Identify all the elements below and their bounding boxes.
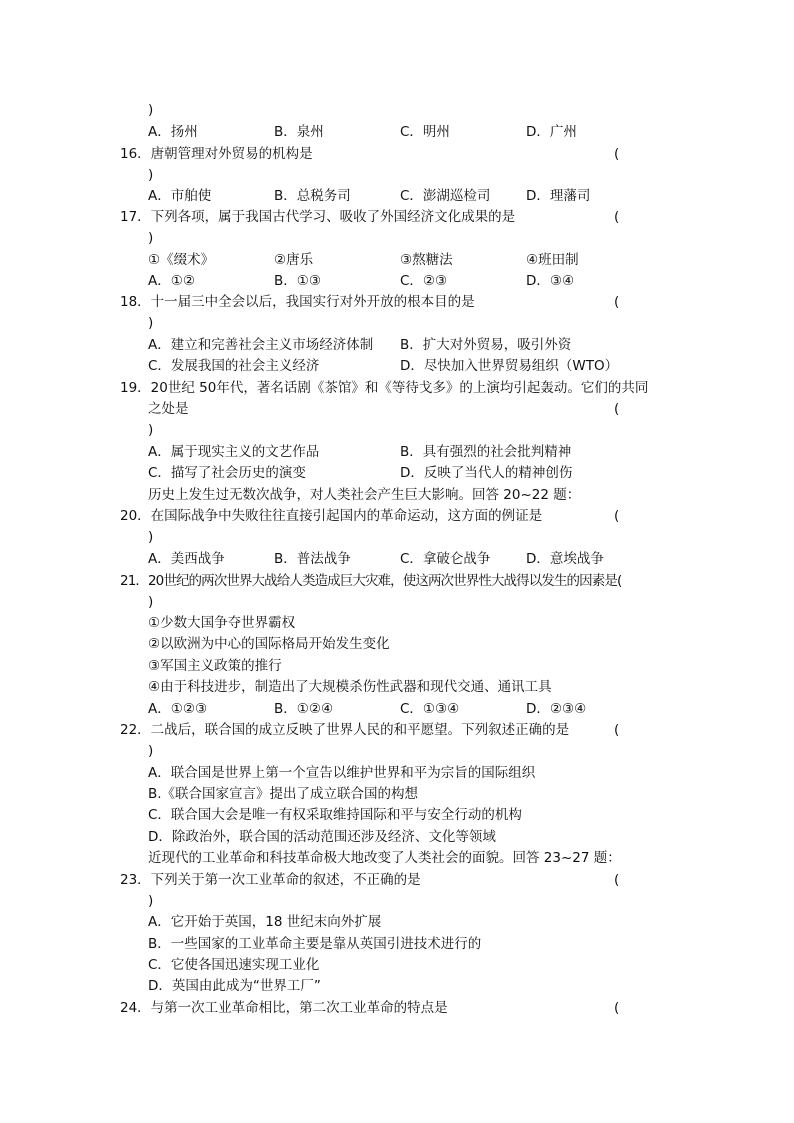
q18-option-c: C．发展我国的社会主义经济 [148,358,320,374]
section-intro-23-27: 近现代的工业革命和科技革命极大地改变了人类社会的面貌。回答 23~27 题： [148,850,621,866]
q21-item-3: ③军国主义政策的推行 [148,658,282,674]
q19-option-d: D．反映了当代人的精神创伤 [400,465,573,481]
q17-item-2: ②唐乐 [274,252,314,268]
q23-option-c: C．它使各国迅速实现工业化 [148,957,320,973]
q17-item-3: ③熬糖法 [400,252,453,268]
q17-paren-open: ( [614,209,620,225]
q19-paren-open: ( [614,401,620,417]
q17-paren-close: ) [148,230,154,246]
q24-stem: 24．与第一次工业革命相比，第二次工业革命的特点是 [120,1000,448,1016]
q19-paren-close: ) [148,422,154,438]
q17-option-b: B．①③ [274,273,321,289]
q18-option-d: D．尽快加入世界贸易组织（WTO） [400,358,619,374]
q16-option-a: A．市舶使 [148,188,212,204]
q20-option-d: D．意埃战争 [526,551,604,567]
q19-stem: 19．20世纪 50年代，著名话剧《茶馆》和《等待戈多》的上演均引起轰动。它们的共同 [120,380,649,396]
q21-item-2: ②以欧洲为中心的国际格局开始发生变化 [148,636,390,652]
q22-paren-open: ( [614,722,620,738]
q19-stem-cont: 之处是 [148,401,189,417]
q23-paren-open: ( [614,872,620,888]
q20-option-c: C．拿破仑战争 [400,551,491,567]
q23-option-a: A．它开始于英国，18 世纪末向外扩展 [148,914,382,930]
q21-option-a: A．①②③ [148,701,208,717]
q19-option-c: C．描写了社会历史的演变 [148,465,306,481]
q15-option-b: B．泉州 [274,124,324,140]
q15-option-a: A．扬州 [148,124,198,140]
q20-option-b: B．普法战争 [274,551,351,567]
q20-paren-close: ) [148,529,154,545]
q23-stem: 23．下列关于第一次工业革命的叙述，不正确的是 [120,872,421,888]
q21-stem: 21．20世纪的两次世界大战给人类造成巨大灾难，使这两次世界性大战得以发生的因素是( [120,573,622,589]
q16-paren-open: ( [614,146,620,162]
q18-stem: 18．十一届三中全会以后，我国实行对外开放的根本目的是 [120,294,475,310]
q18-paren-close: ) [148,315,154,331]
q16-stem: 16．唐朝管理对外贸易的机构是 [120,146,313,162]
q18-option-a: A．建立和完善社会主义市场经济体制 [148,337,374,353]
q16-option-b: B．总税务司 [274,188,351,204]
q15-option-c: C．明州 [400,124,450,140]
q20-stem: 20．在国际战争中失败往往直接引起国内的革命运动，这方面的例证是 [120,508,543,524]
q22-option-b: B.《联合国家宣言》提出了成立联合国的构想 [148,786,419,802]
q22-stem: 22．二战后，联合国的成立反映了世界人民的和平愿望。下列叙述正确的是 [120,722,570,738]
q20-option-a: A．美西战争 [148,551,225,567]
q17-item-4: ④班田制 [526,252,579,268]
q21-option-b: B．①②④ [274,701,334,717]
q19-option-b: B．具有强烈的社会批判精神 [400,444,572,460]
q17-option-a: A．①② [148,273,195,289]
q21-option-c: C．①③④ [400,701,460,717]
q22-option-a: A．联合国是世界上第一个宣告以维护世界和平为宗旨的国际组织 [148,765,536,781]
q17-option-c: C．②③ [400,273,448,289]
q21-item-1: ①少数大国争夺世界霸权 [148,615,296,631]
q21-option-d: D．②③④ [526,701,587,717]
q16-option-c: C．澎湖巡检司 [400,188,491,204]
q23-paren-close: ) [148,893,154,909]
q21-item-4: ④由于科技进步，制造出了大规模杀伤性武器和现代交通、通讯工具 [148,679,552,695]
q19-option-a: A．属于现实主义的文艺作品 [148,444,320,460]
q22-option-d: D．除政治外，联合国的活动范围还涉及经济、文化等领域 [148,829,496,845]
q21-paren-close: ) [148,594,154,610]
q16-option-d: D．理藩司 [526,188,591,204]
q18-option-b: B．扩大对外贸易，吸引外资 [400,337,572,353]
q23-option-d: D．英国由此成为“世界工厂” [148,978,321,994]
q16-paren-close: ) [148,167,154,183]
q22-option-c: C．联合国大会是唯一有权采取维持国际和平与安全行动的机构 [148,807,522,823]
q17-option-d: D．③④ [526,273,575,289]
q18-paren-open: ( [614,294,620,310]
q15-paren-close: ) [148,102,154,118]
section-intro-20-22: 历史上发生过无数次战争，对人类社会产生巨大影响。回答 20~22 题： [148,487,581,503]
q20-paren-open: ( [614,508,620,524]
q17-stem: 17．下列各项，属于我国古代学习、吸收了外国经济文化成果的是 [120,209,516,225]
q22-paren-close: ) [148,743,154,759]
q24-paren-open: ( [614,1000,620,1016]
q23-option-b: B．一些国家的工业革命主要是靠从英国引进技术进行的 [148,936,482,952]
q15-option-d: D．广州 [526,124,577,140]
q17-item-1: ①《缀术》 [148,252,215,268]
